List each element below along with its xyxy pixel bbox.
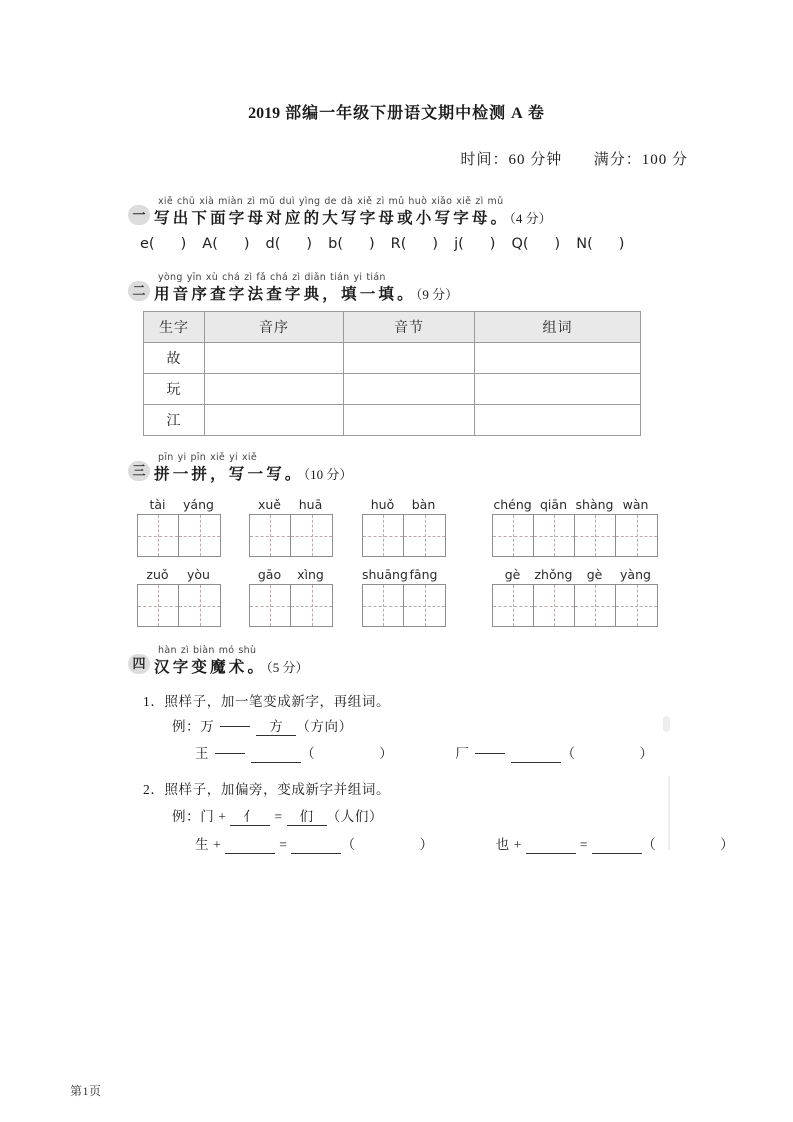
pinyin-syllable: xià [199,196,215,207]
section-badge-2: 二 [128,281,150,301]
section-title-1 [154,206,552,228]
grid-pinyin-row [492,567,658,582]
q4-item1-number: 1． [143,694,165,709]
tianzige-box-row [492,514,658,557]
q4-item2-blank2-radical[interactable] [526,837,576,854]
tianzige-cell[interactable] [616,585,657,626]
section-points-2: （9 分） [415,287,459,302]
q1-letter-item[interactable]: j( ) [454,236,496,252]
tianzige-cell[interactable] [363,515,404,556]
pinyin-syllable: xiě [241,452,257,463]
cell-yinjie[interactable] [344,374,475,405]
q1-letter-given: e [140,236,149,252]
grid-pinyin-row [137,567,221,582]
q4-item2-example-word: （人们） [326,809,384,824]
q4-item2-example-label: 例： [172,809,201,824]
tianzige-cell[interactable] [179,585,220,626]
q4-item1-example-word: （方向） [296,719,353,734]
pinyin-syllable: zì [376,196,385,207]
time-label: 时间：60 分钟 [460,152,563,168]
writing-grid-group [137,497,221,557]
tianzige-cell[interactable] [291,515,332,556]
pinyin-syllable: duì [279,196,295,207]
col-header-zuci: 组词 [475,312,641,343]
section-title-3 [154,462,352,484]
pinyin-syllable: dà [340,196,354,207]
arrow-dash-icon [215,753,245,754]
tianzige-cell[interactable] [575,515,616,556]
pinyin-syllable: chū [177,196,196,207]
writing-grid-group [137,567,221,627]
q4-item2-example-plus: 亻 [230,805,270,826]
pinyin-syllable: hàn [158,645,177,656]
pinyin-syllable: shuāng [362,567,408,582]
cell-yinxu[interactable] [205,374,344,405]
section-title-text-3: 拼一拼，写一写。 [154,466,304,483]
q1-letter-given: b [328,236,338,252]
pinyin-syllable: yòu [187,567,210,582]
tianzige-cell[interactable] [250,585,291,626]
pinyin-syllable: yi [353,272,363,283]
cell-yinxu[interactable] [205,405,344,436]
writing-grid-group [249,567,333,627]
pinyin-syllable: xiǎo [431,196,453,207]
writing-grid-group [362,497,446,557]
pinyin-syllable: huā [298,497,323,512]
q4-item2-blank1-base: 生 [195,837,210,852]
pinyin-syllable: mǔ [259,196,276,207]
writing-grid-group [249,497,333,557]
grid-pinyin-row [249,567,333,582]
pinyin-syllable: yàng [620,567,651,582]
tianzige-cell[interactable] [493,585,534,626]
cell-yinxu[interactable] [205,343,344,374]
table-row [144,374,641,405]
tianzige-cell[interactable] [404,585,445,626]
q4-item2-blank1-word[interactable]: （ ） [341,837,434,852]
pinyin-syllable: zì [475,196,484,207]
tianzige-box-row [137,514,221,557]
pinyin-syllable: bàn [411,497,436,512]
exam-meta [460,148,688,169]
pinyin-syllable: zì [247,196,256,207]
tianzige-cell[interactable] [493,515,534,556]
pinyin-syllable: miàn [218,196,244,207]
q4-item2-blank1-radical[interactable] [225,837,275,854]
pinyin-syllable: yīn [186,272,202,283]
q4-item2-blank1-result[interactable] [291,837,341,854]
q4-item2-answer-row: 生 + = （ ） 也 + = （ ） [195,833,734,854]
grid-pinyin-row [492,497,658,512]
q4-item2-example-result: 们 [287,805,327,826]
pinyin-syllable: tián [330,272,350,283]
tianzige-box-row [492,584,658,627]
q4-item2-example-base: 门 [200,809,215,824]
q1-letter-given: j [454,236,459,252]
cell-shengzi: 故 [144,343,205,374]
q1-letter-item[interactable]: d( ) [265,236,313,252]
q4-item1-blank2-word[interactable]: （ ） [561,746,654,761]
q4-item2-text: 照样子，加偏旁，变成新字并组词。 [164,782,391,797]
pinyin-syllable: zuǒ [146,567,169,582]
arrow-dash-icon [475,753,505,754]
tianzige-cell[interactable] [534,515,575,556]
pinyin-syllable: tián [366,272,386,283]
tianzige-box-row [249,514,333,557]
tianzige-box-row [137,584,221,627]
pinyin-syllable: gāo [257,567,282,582]
pinyin-syllable: yìng [298,196,321,207]
q4-item1-text: 照样子，加一笔变成新字，再组词。 [164,694,391,709]
q1-letter-item[interactable]: N( ) [576,236,625,252]
pinyin-syllable: huǒ [370,497,395,512]
section-badge-3: 三 [128,461,150,481]
cell-zuci[interactable] [475,343,641,374]
col-header-yinjie: 音节 [344,312,475,343]
q4-item2-blank2-word[interactable]: （ ） [642,837,735,852]
q4-item1-blank1-from: 王 [195,746,210,761]
q4-item1-blank2-input[interactable] [511,746,561,763]
q4-item2-blank2-result[interactable] [592,837,642,854]
pinyin-syllable: zì [292,272,301,283]
pinyin-syllable: yáng [183,497,214,512]
section-title-text-2: 用音序查字法查字典，填一填。 [154,286,416,303]
pinyin-syllable: pīn [158,452,174,463]
pinyin-syllable: xiě [456,196,472,207]
pinyin-syllable: zhǒng [534,567,573,582]
page-footer: 第1页 [70,1084,102,1098]
q1-letter-item[interactable]: A( ) [202,236,250,252]
table-row [144,405,641,436]
pinyin-syllable: xù [205,272,219,283]
pinyin-syllable: xuě [257,497,281,512]
pinyin-syllable: chá [270,272,289,283]
q4-item2-example: 例：门 + 亻 = 们 （人们） [172,805,383,826]
pinyin-syllable: xiě [210,452,226,463]
section-points-1: （4 分） [509,211,552,226]
cell-yinjie[interactable] [344,343,475,374]
pinyin-syllable: diǎn [304,272,327,283]
cell-shengzi: 玩 [144,374,205,405]
section-badge-1: 一 [128,205,150,225]
pinyin-syllable: mǔ [487,196,504,207]
grid-pinyin-row [249,497,333,512]
q1-letter-given: R [390,236,401,252]
pinyin-syllable: de [324,196,337,207]
tianzige-cell[interactable] [138,515,179,556]
cell-shengzi: 江 [144,405,205,436]
section-badge-4: 四 [128,654,150,674]
pinyin-syllable: shàng [575,497,614,512]
q4-item1-blank1-input[interactable] [251,746,301,763]
q1-letter-item[interactable]: b( ) [328,236,375,252]
arrow-dash-icon [220,726,250,727]
tianzige-cell[interactable] [363,585,404,626]
tianzige-cell[interactable] [138,585,179,626]
grid-pinyin-row [137,497,221,512]
pinyin-syllable: huò [408,196,428,207]
q4-item2-blank2-base: 也 [495,837,510,852]
pinyin-syllable: fāng [409,567,438,582]
cell-zuci[interactable] [475,405,641,436]
q4-item1-example [172,715,353,736]
writing-grid-group [362,567,446,627]
tianzige-box-row [362,514,446,557]
pinyin-syllable: yòng [158,272,183,283]
pinyin-syllable: xiě [357,196,373,207]
pinyin-syllable: mǔ [388,196,405,207]
pinyin-syllable: zì [180,645,189,656]
tianzige-cell[interactable] [179,515,220,556]
q1-letter-given: N [576,236,588,252]
q4-item1-answer-row [195,742,654,763]
q1-letter-given: A [202,236,213,252]
pinyin-syllable: xìng [297,567,324,582]
title-text: 部编一年级下册语文期中检测 A 卷 [285,105,545,122]
table-row [144,343,641,374]
pinyin-syllable: fǎ [256,272,267,283]
grid-pinyin-row [362,567,446,582]
cell-yinjie[interactable] [344,405,475,436]
pinyin-syllable: chéng [493,497,532,512]
pinyin-syllable: zì [244,272,253,283]
scan-artifact [668,776,670,850]
pinyin-syllable: yi [177,452,187,463]
tianzige-cell[interactable] [534,585,575,626]
q1-letter-item[interactable]: R( ) [390,236,439,252]
q4-item1-blank1-word[interactable]: （ ） [301,746,394,761]
q4-item1-example-label: 例： [172,719,201,734]
tianzige-cell[interactable] [575,585,616,626]
cell-zuci[interactable] [475,374,641,405]
q1-letter-given: d [265,236,275,252]
q4-item1-example-to: 方 [256,715,296,736]
pinyin-syllable: gè [586,567,603,582]
score-label: 满分：100 分 [593,152,688,168]
writing-grid-group [492,497,658,557]
title-year: 2019 [248,105,281,122]
col-header-shengzi: 生字 [144,312,205,343]
pinyin-syllable: yi [229,452,238,463]
q4-item1-prompt [143,690,390,710]
pinyin-syllable: gè [504,567,521,582]
section-title-4 [154,655,308,677]
tianzige-box-row [362,584,446,627]
q1-letter-given: Q [511,236,523,252]
q4-item2-number: 2． [143,782,165,797]
col-header-yinxu: 音序 [205,312,344,343]
pinyin-syllable: tài [149,497,166,512]
pinyin-syllable: wàn [622,497,649,512]
q4-item1-blank2-from: 厂 [455,746,470,761]
pinyin-syllable: pīn [190,452,207,463]
page-title [0,100,793,123]
pinyin-syllable: qiān [540,497,567,512]
q4-item1-example-from: 万 [200,719,215,734]
section-title-text-4: 汉字变魔术。 [154,659,267,676]
tianzige-cell[interactable] [616,515,657,556]
writing-grid-group [492,567,658,627]
table-header-row [144,312,641,343]
tianzige-cell[interactable] [250,515,291,556]
tianzige-cell[interactable] [404,515,445,556]
section-points-4: （5 分） [266,660,309,675]
q4-item2-prompt [143,778,390,798]
tianzige-box-row [249,584,333,627]
pinyin-syllable: chá [222,272,241,283]
pinyin-syllable: biàn [193,645,215,656]
q1-letter-item[interactable]: e( ) [140,236,187,252]
q1-letter-item[interactable]: Q( ) [511,236,561,252]
scan-artifact [663,716,670,732]
q1-letter-row [140,236,640,252]
section-title-2 [154,282,458,304]
section-title-text-1: 写出下面字母对应的大写字母或小写字母。 [154,210,510,227]
section-points-3: （10 分） [303,467,353,482]
pinyin-syllable: shù [238,645,257,656]
pinyin-syllable: xiě [158,196,174,207]
dictionary-table [143,311,641,436]
tianzige-cell[interactable] [291,585,332,626]
grid-pinyin-row [362,497,446,512]
pinyin-syllable: mó [218,645,235,656]
